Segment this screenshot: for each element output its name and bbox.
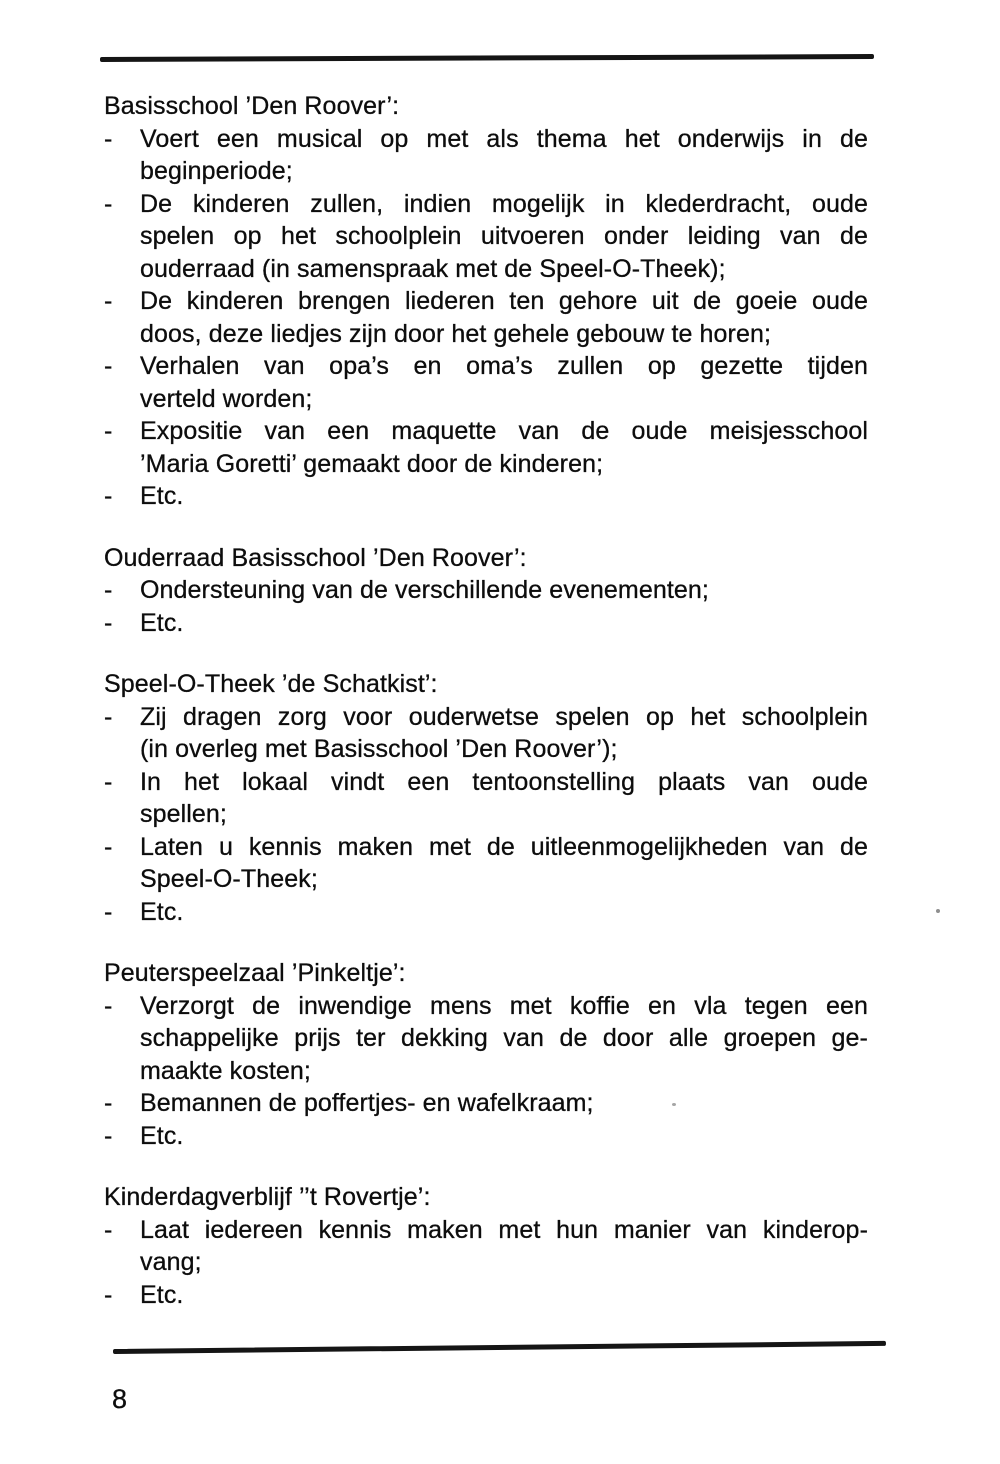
bullet-line: Laat iedereen kennis maken met hun manier van kinderop- [140, 1215, 868, 1244]
bullet-dash: - [104, 1280, 113, 1309]
bullet-text [140, 1214, 868, 1279]
bullet-line: Verzorgt de inwendige mens met koffie en vla tegen een [140, 991, 868, 1020]
bullet-text [140, 1279, 868, 1312]
bullet-line: De kinderen zullen, indien mogelijk in klederdracht, oude [140, 189, 868, 218]
top-horizontal-rule [100, 54, 874, 62]
bullet-text [140, 1120, 868, 1153]
bullet-line: Etc. [140, 608, 184, 637]
bullet-line: Etc. [140, 897, 184, 926]
bullet-line: Zij dragen zorg voor ouderwetse spelen op het schoolplein [140, 702, 868, 731]
bullet-line: ouderraad (in samenspraak met de Speel-O-Theek); [140, 254, 726, 283]
bullet-dash: - [104, 1089, 113, 1117]
bullet-dash: - [104, 1121, 113, 1150]
bullet-item [104, 1120, 868, 1153]
bullet-text [140, 990, 868, 1088]
bullet-text [140, 896, 868, 929]
bullet-text [140, 607, 868, 640]
bullet-item [104, 896, 868, 929]
bullet-line: Etc. [140, 482, 184, 510]
bullet-item [104, 607, 868, 640]
bullet-dash: - [104, 608, 113, 637]
bullet-line: Laten u kennis maken met de uitleenmogelijkheden van de [140, 832, 868, 861]
bullet-line: spellen; [140, 800, 227, 828]
bullet-line: In het lokaal vindt een tentoonstelling plaats van oude [140, 767, 868, 796]
bullet-dash: - [104, 482, 113, 510]
bullet-dash: - [104, 832, 113, 861]
bullet-item [104, 350, 868, 415]
bullet-dash: - [104, 124, 113, 153]
bullet-text [140, 480, 868, 513]
bullet-item [104, 1214, 868, 1279]
section-heading: Peuterspeelzaal ’Pinkeltje’: [104, 959, 406, 987]
section-heading: Ouderraad Basisschool ’Den Roover’: [104, 543, 527, 572]
bullet-line: verteld worden; [140, 384, 313, 413]
bullet-item [104, 188, 868, 286]
bullet-line: Verhalen van opa’s en oma’s zullen op gezette tijden [140, 352, 868, 380]
bullet-dash: - [104, 991, 113, 1020]
bullet-text [140, 350, 868, 415]
document-body [104, 90, 868, 1311]
section-basisschool-den-roover [104, 90, 868, 513]
bullet-item [104, 1087, 868, 1120]
section-peuterspeelzaal [104, 957, 868, 1152]
bullet-item [104, 285, 868, 350]
bullet-item [104, 990, 868, 1088]
bullet-text [140, 415, 868, 480]
bullet-line: Speel-O-Theek; [140, 865, 318, 893]
bullet-line: schappelijke prijs ter dekking van de door alle groepen ge- [140, 1024, 868, 1052]
bullet-text [140, 574, 868, 607]
bullet-text [140, 285, 868, 350]
scan-speck [936, 909, 940, 913]
bullet-item [104, 701, 868, 766]
bullet-line: Bemannen de poffertjes- en wafelkraam; [140, 1089, 594, 1117]
scan-speck [672, 1103, 676, 1106]
bullet-dash: - [104, 702, 113, 731]
bullet-item [104, 415, 868, 480]
section-heading: Kinderdagverblijf ’’t Rovertje’: [104, 1183, 431, 1211]
bullet-line: Ondersteuning van de verschillende evenementen; [140, 576, 709, 604]
bullet-line: (in overleg met Basisschool ’Den Roover’); [140, 735, 618, 763]
bottom-horizontal-rule [113, 1341, 886, 1354]
bullet-line: beginperiode; [140, 157, 293, 185]
bullet-dash: - [104, 287, 113, 315]
bullet-text [140, 831, 868, 896]
bullet-dash: - [104, 767, 113, 796]
bullet-line: Voert een musical op met als thema het onderwijs in de [140, 124, 868, 153]
bullet-item [104, 766, 868, 831]
bullet-line: Expositie van een maquette van de oude meisjesschool [140, 417, 868, 445]
bullet-text [140, 123, 868, 188]
bullet-line: ’Maria Goretti’ gemaakt door de kinderen; [140, 449, 604, 478]
bullet-dash: - [104, 352, 113, 380]
section-heading: Basisschool ’Den Roover’: [104, 92, 400, 120]
bullet-dash: - [104, 576, 113, 604]
section-heading: Speel-O-Theek ’de Schatkist’: [104, 670, 438, 698]
bullet-item [104, 123, 868, 188]
bullet-dash: - [104, 897, 113, 926]
section-speel-o-theek [104, 668, 868, 928]
bullet-item [104, 831, 868, 896]
section-kinderdagverblijf [104, 1181, 868, 1311]
bullet-line: doos, deze liedjes zijn door het gehele gebouw te horen; [140, 319, 772, 348]
bullet-dash: - [104, 1215, 113, 1244]
bullet-dash: - [104, 417, 113, 445]
bullet-item [104, 480, 868, 513]
bullet-text [140, 766, 868, 831]
section-ouderraad-basisschool [104, 542, 868, 640]
bullet-line: De kinderen brengen liederen ten gehore uit de goeie oude [140, 287, 868, 315]
bullet-text [140, 701, 868, 766]
bullet-text [140, 1087, 868, 1120]
bullet-dash: - [104, 189, 113, 218]
bullet-text [140, 188, 868, 286]
bullet-line: maakte kosten; [140, 1056, 311, 1085]
bullet-line: vang; [140, 1248, 202, 1276]
bullet-line: Etc. [140, 1280, 184, 1309]
bullet-line: spelen op het schoolplein uitvoeren onder leiding van de [140, 222, 868, 250]
page-number: 8 [112, 1384, 128, 1414]
bullet-item [104, 574, 868, 607]
bullet-line: Etc. [140, 1121, 184, 1150]
bullet-item [104, 1279, 868, 1312]
